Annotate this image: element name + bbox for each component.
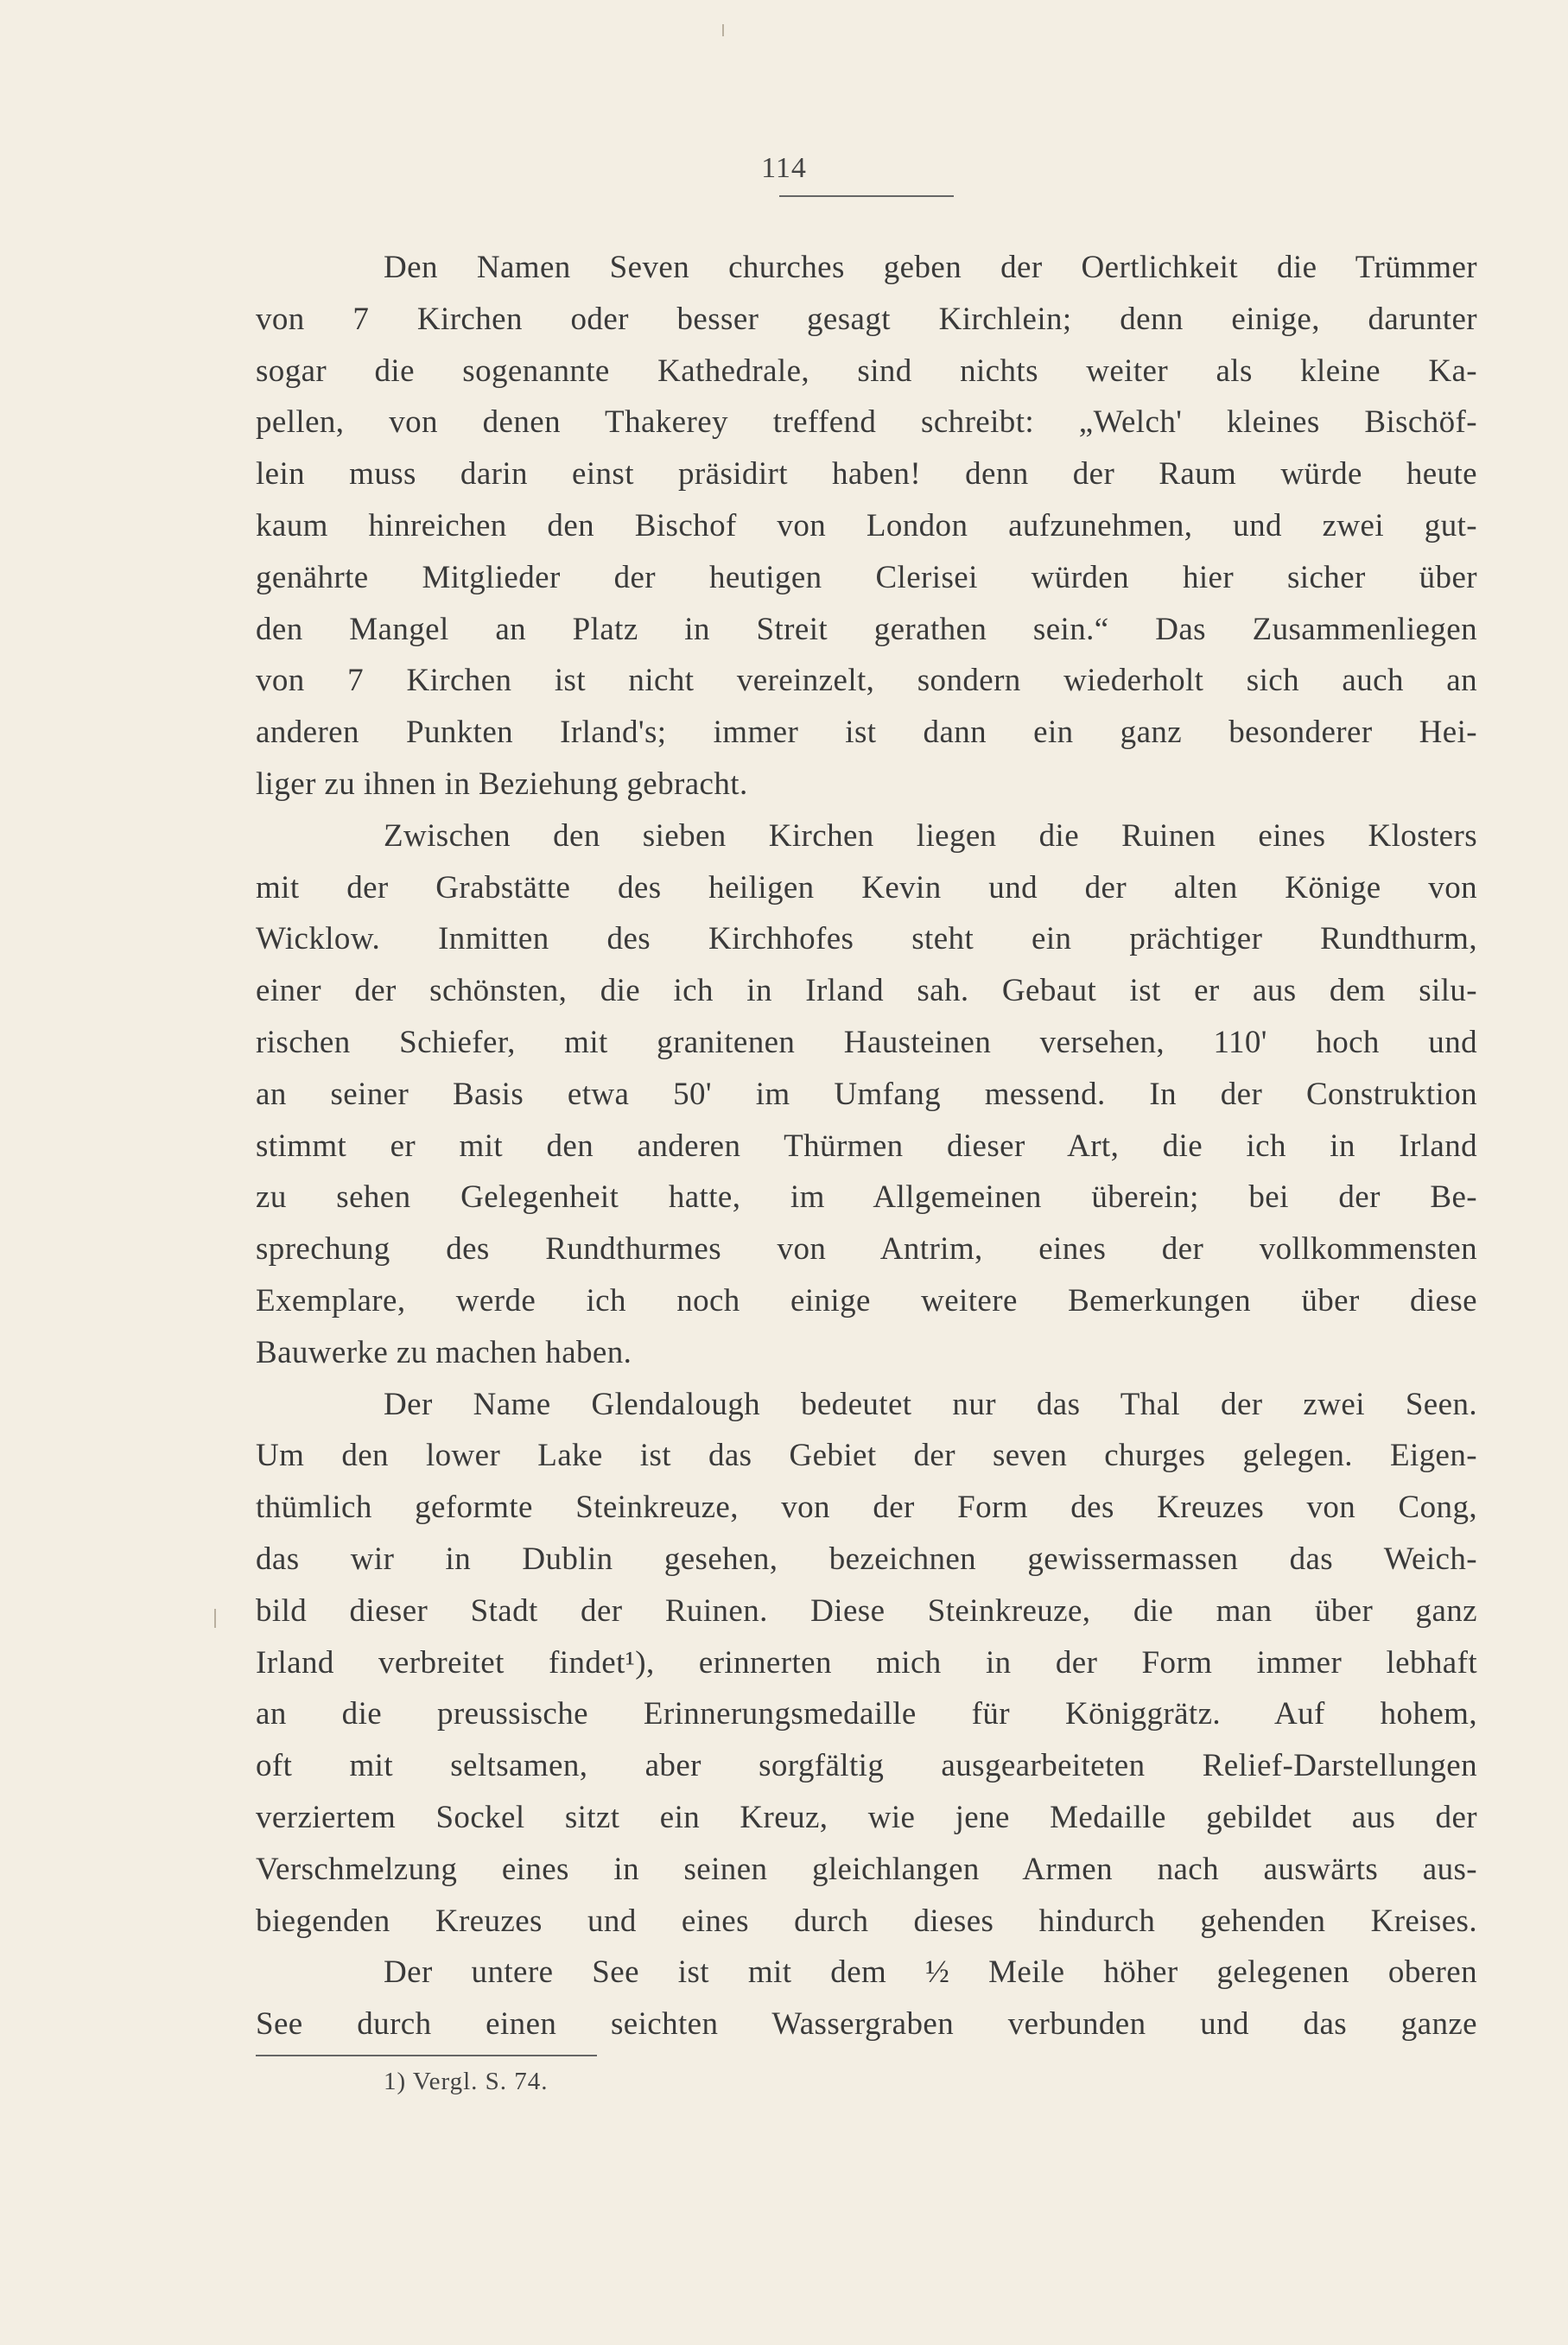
text-line: See durch einen seichten Wassergraben verbunden und das ganze (256, 2006, 1477, 2043)
text-line: Den Namen Seven churches geben der Oertlichkeit die Trümmer (384, 250, 1477, 285)
text-line: biegenden Kreuzes und eines durch dieses hindurch gehenden Kreises. (256, 1903, 1477, 1939)
text-line: an seiner Basis etwa 50' im Umfang messend. In der Construktion (256, 1076, 1477, 1112)
footnote-rule (256, 2055, 597, 2056)
page-blemish (214, 1609, 216, 1628)
text-line: rischen Schiefer, mit granitenen Hausteinen versehen, 110' hoch und (256, 1024, 1477, 1060)
header-rule (779, 195, 954, 197)
text-line: Der Name Glendalough bedeutet nur das Thal der zwei Seen. (384, 1386, 1477, 1422)
text-line: Wicklow. Inmitten des Kirchhofes steht ein prächtiger Rundthurm, (256, 921, 1477, 957)
text-line: liger zu ihnen in Beziehung gebracht. (256, 766, 748, 802)
text-line: sprechung des Rundthurmes von Antrim, eines der vollkommensten (256, 1231, 1477, 1268)
text-line: Verschmelzung eines in seinen gleichlangen Armen nach auswärts aus- (256, 1851, 1477, 1887)
text-line: Zwischen den sieben Kirchen liegen die Ruinen eines Klosters (384, 817, 1477, 854)
text-line: einer der schönsten, die ich in Irland sah. Gebaut ist er aus dem silu- (256, 973, 1477, 1009)
text-line: lein muss darin einst präsidirt haben! denn der Raum würde heute (256, 456, 1477, 493)
text-line: Bauwerke zu machen haben. (256, 1334, 632, 1370)
text-line: das wir in Dublin gesehen, bezeichnen gewissermassen das Weich- (256, 1541, 1477, 1577)
text-line: Irland verbreitet findet¹), erinnerten mich in der Form immer lebhaft (256, 1644, 1477, 1681)
text-line: verziertem Sockel sitzt ein Kreuz, wie jene Medaille gebildet aus der (256, 1799, 1477, 1835)
text-line: an die preussische Erinnerungsmedaille für Königgrätz. Auf hohem, (256, 1696, 1477, 1732)
text-line: den Mangel an Platz in Streit gerathen sein.“ Das Zusammenliegen (256, 611, 1477, 647)
text-line: Um den lower Lake ist das Gebiet der seven churges gelegen. Eigen- (256, 1438, 1477, 1474)
text-line: von 7 Kirchen oder besser gesagt Kirchlein; denn einige, darunter (256, 301, 1477, 337)
text-line: bild dieser Stadt der Ruinen. Diese Steinkreuze, die man über ganz (256, 1592, 1477, 1629)
page-blemish (722, 24, 724, 36)
text-line: mit der Grabstätte des heiligen Kevin und der alten Könige von (256, 869, 1477, 906)
text-line: von 7 Kirchen ist nicht vereinzelt, sondern wiederholt sich auch an (256, 663, 1477, 699)
footnote: 1) Vergl. S. 74. (384, 2068, 549, 2095)
text-line: sogar die sogenannte Kathedrale, sind nichts weiter als kleine Ka- (256, 353, 1477, 389)
body-text (256, 242, 1477, 2050)
text-line: stimmt er mit den anderen Thürmen dieser Art, die ich in Irland (256, 1128, 1477, 1164)
text-line: anderen Punkten Irland's; immer ist dann ein ganz besonderer Hei- (256, 715, 1477, 751)
text-line: zu sehen Gelegenheit hatte, im Allgemeinen überein; bei der Be- (256, 1179, 1477, 1216)
text-line: genährte Mitglieder der heutigen Clerisei würden hier sicher über (256, 559, 1477, 595)
text-line: Der untere See ist mit dem ½ Meile höher gelegenen oberen (384, 1954, 1477, 1991)
page-number: 114 (761, 152, 807, 184)
text-line: pellen, von denen Thakerey treffend schreibt: „Welch' kleines Bischöf- (256, 404, 1477, 441)
text-line: kaum hinreichen den Bischof von London aufzunehmen, und zwei gut- (256, 507, 1477, 543)
text-line: thümlich geformte Steinkreuze, von der Form des Kreuzes von Cong, (256, 1490, 1477, 1526)
text-line: oft mit seltsamen, aber sorgfältig ausgearbeiteten Relief-Darstellungen (256, 1748, 1477, 1784)
text-line: Exemplare, werde ich noch einige weitere Bemerkungen über diese (256, 1282, 1477, 1319)
